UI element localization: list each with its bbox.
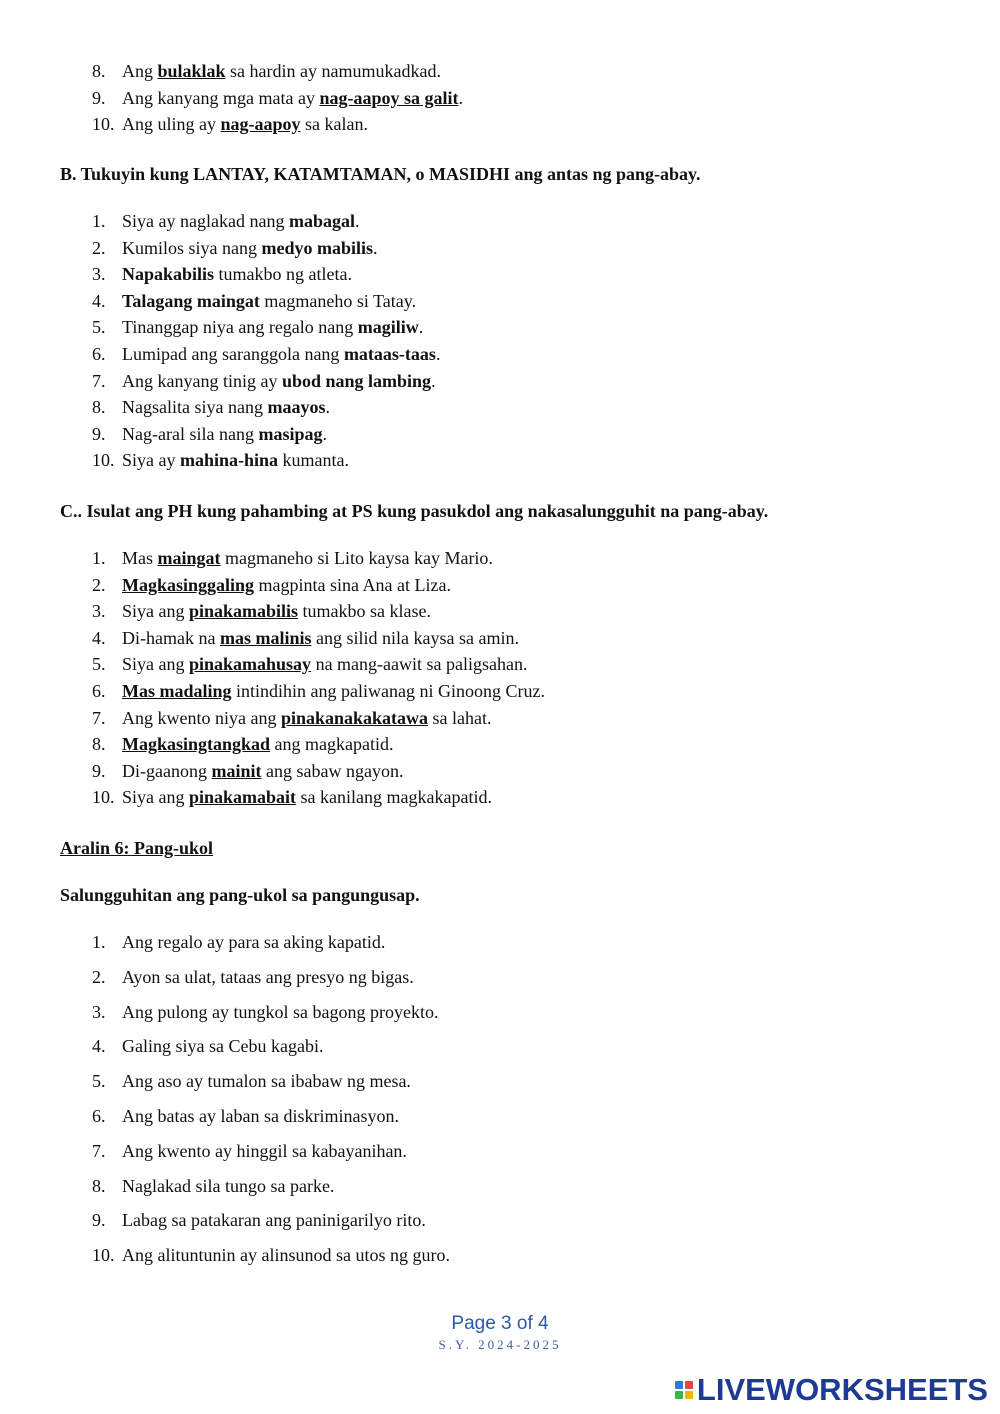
item-number: 9.: [92, 423, 106, 444]
emphasized-word: bulaklak: [157, 61, 226, 81]
item-number: 1.: [92, 211, 106, 231]
list-item: [60, 314, 440, 341]
sentence-text: Nag-aral sila nang: [122, 423, 259, 444]
sentence-text: .: [322, 423, 327, 444]
emphasized-word: maayos: [267, 397, 326, 418]
item-number: 8.: [92, 1175, 106, 1196]
item-number: 9.: [92, 760, 106, 781]
item-sentence: [122, 1203, 426, 1238]
item-number: 6.: [92, 680, 106, 701]
list-item: [60, 1099, 450, 1134]
sentence-text: tumakbo sa klase.: [298, 601, 432, 622]
item-number: 6.: [92, 1105, 106, 1126]
item-number: 3.: [92, 1001, 106, 1022]
item-number: 9.: [92, 1210, 106, 1231]
sentence-text: magmaneho si Tatay.: [259, 290, 417, 311]
item-sentence: [122, 85, 463, 112]
item-number: 8.: [92, 734, 106, 755]
item-sentence: [122, 651, 527, 678]
item-sentence: [122, 960, 414, 995]
item-sentence: [122, 1169, 334, 1204]
sentence-text: Ang pulong ay tungkol sa bagong proyekto.: [122, 1001, 439, 1022]
sentence-text: Ang: [122, 61, 158, 81]
item-number: 9.: [92, 87, 106, 108]
logo-square: [685, 1381, 693, 1389]
emphasized-word: mataas-taas: [343, 343, 436, 364]
item-sentence: [122, 447, 349, 474]
item-sentence: [122, 421, 327, 448]
item-sentence: [122, 235, 378, 262]
item-sentence: [122, 995, 438, 1030]
page-number: Page 3 of 4: [451, 1313, 549, 1334]
list-item: [60, 1134, 450, 1169]
logo-square: [675, 1381, 683, 1389]
emphasized-word: Talagang maingat: [122, 290, 260, 311]
item-number: 7.: [92, 707, 106, 728]
list-item: [60, 572, 545, 599]
item-sentence: [122, 731, 394, 758]
sentence-text: Siya ay: [122, 450, 180, 471]
section-b-list: [60, 208, 440, 474]
item-sentence: [122, 1029, 323, 1064]
item-number: 6.: [92, 343, 106, 364]
sentence-text: Ang kwento ay hinggil sa kabayanihan.: [122, 1140, 407, 1161]
sentence-text: Kumilos siya nang: [122, 237, 262, 258]
sentence-text: Ayon sa ulat, tataas ang presyo ng bigas.: [122, 966, 414, 987]
list-item: [60, 678, 545, 705]
emphasized-word: Napakabilis: [122, 264, 215, 285]
liveworksheets-logo: [675, 1372, 988, 1408]
sentence-text: na mang-aawit sa paligsahan.: [311, 654, 528, 675]
item-sentence: [122, 288, 416, 315]
section-c-heading: C.. Isulat ang PH kung pahambing at PS kung pasukdol ang nakasalungguhit na pang-abay.: [60, 501, 769, 521]
list-item: [60, 421, 440, 448]
sentence-text: kumanta.: [278, 450, 350, 471]
item-number: 10.: [92, 787, 115, 808]
item-number: 2.: [92, 966, 106, 987]
item-number: 10.: [92, 450, 115, 471]
list-item: [60, 1238, 450, 1273]
emphasized-word: pinakanakakatawa: [280, 707, 429, 728]
item-sentence: [122, 394, 330, 421]
emphasized-word: pinakamabait: [189, 787, 297, 808]
list-item: [60, 784, 545, 811]
item-number: 5.: [92, 1071, 106, 1092]
sentence-text: Siya ang: [122, 787, 189, 808]
sentence-text: Ang kanyang tinig ay: [122, 370, 282, 391]
list-item: [60, 111, 463, 138]
list-item: [60, 960, 450, 995]
emphasized-word: maingat: [157, 548, 221, 568]
item-number: 3.: [92, 264, 106, 285]
item-number: 10.: [92, 1245, 115, 1266]
item-number: 1.: [92, 932, 106, 952]
sentence-text: .: [418, 317, 424, 338]
list-item: [60, 1064, 450, 1099]
aralin-6-instruction: Salungguhitan ang pang-ukol sa pangungusap.: [60, 885, 420, 905]
item-sentence: [122, 925, 385, 960]
item-sentence: [122, 314, 423, 341]
list-item: [60, 368, 440, 395]
emphasized-word: masipag: [258, 423, 323, 444]
item-sentence: [122, 784, 492, 811]
emphasized-word: pinakamahusay: [189, 654, 312, 675]
sentence-text: tumakbo ng atleta.: [214, 264, 353, 285]
sentence-text: sa lahat.: [428, 707, 492, 728]
sentence-text: Naglakad sila tungo sa parke.: [122, 1175, 335, 1196]
aralin-6-title: Aralin 6: Pang-ukol: [60, 838, 214, 858]
list-item: [60, 58, 463, 85]
item-number: 4.: [92, 627, 106, 648]
sentence-text: Ang batas ay laban sa diskriminasyon.: [122, 1105, 399, 1126]
item-number: 10.: [92, 114, 115, 135]
sentence-text: Mas: [122, 548, 158, 568]
sentence-text: Ang uling ay: [122, 114, 221, 135]
sentence-text: Siya ang: [122, 654, 189, 675]
sentence-text: magmaneho si Lito kaysa kay Mario.: [220, 548, 493, 568]
item-number: 8.: [92, 61, 106, 81]
item-sentence: [122, 111, 368, 138]
item-number: 5.: [92, 654, 106, 675]
item-sentence: [122, 678, 545, 705]
emphasized-word: Magkasinggaling: [122, 574, 255, 595]
list-item: [60, 705, 545, 732]
sentence-text: Siya ang: [122, 601, 189, 622]
list-item: [60, 447, 440, 474]
list-item: [60, 1203, 450, 1238]
section-c-list: [60, 545, 545, 811]
list-item: [60, 545, 545, 572]
sentence-text: intindihin ang paliwanag ni Ginoong Cruz.: [231, 680, 545, 701]
sentence-text: Nagsalita siya nang: [122, 397, 268, 418]
list-item: [60, 1169, 450, 1204]
list-item: [60, 995, 450, 1030]
item-sentence: [122, 598, 431, 625]
item-sentence: [122, 208, 359, 235]
emphasized-word: Mas madaling: [122, 680, 232, 701]
list-item: [60, 651, 545, 678]
sentence-text: Labag sa patakaran ang paninigarilyo rito.: [122, 1210, 426, 1231]
section-b-heading: B. Tukuyin kung LANTAY, KATAMTAMAN, o MASIDHI ang antas ng pang-abay.: [60, 164, 701, 184]
sentence-text: .: [458, 87, 463, 108]
list-item: [60, 341, 440, 368]
item-sentence: [122, 368, 436, 395]
list-item: [60, 85, 463, 112]
brand-name: LIVEWORKSHEETS: [696, 1372, 988, 1407]
sentence-text: Ang alituntunin ay alinsunod sa utos ng guro.: [122, 1245, 450, 1266]
sentence-text: ang sabaw ngayon.: [261, 760, 404, 781]
item-sentence: [122, 341, 440, 368]
sentence-text: ang silid nila kaysa sa amin.: [311, 627, 519, 648]
item-sentence: [122, 758, 403, 785]
sentence-text: .: [354, 211, 360, 231]
item-number: 3.: [92, 601, 106, 622]
emphasized-word: mas malinis: [219, 627, 312, 648]
logo-square: [685, 1391, 693, 1399]
emphasized-word: pinakamabilis: [189, 601, 299, 622]
sentence-text: .: [325, 397, 330, 418]
sentence-text: Lumipad ang saranggola nang: [122, 343, 344, 364]
emphasized-word: Magkasingtangkad: [122, 734, 271, 755]
sentence-text: magpinta sina Ana at Liza.: [254, 574, 451, 595]
emphasized-word: medyo mabilis: [261, 237, 374, 258]
sentence-text: Galing siya sa Cebu kagabi.: [122, 1036, 324, 1057]
sentence-text: sa kanilang magkakapatid.: [296, 787, 492, 808]
item-number: 7.: [92, 1140, 106, 1161]
item-sentence: [122, 625, 519, 652]
item-number: 5.: [92, 317, 106, 338]
item-sentence: [122, 545, 493, 572]
item-sentence: [122, 1238, 450, 1273]
emphasized-word: ubod nang lambing: [281, 370, 432, 391]
item-sentence: [122, 261, 352, 288]
item-sentence: [122, 58, 441, 85]
aralin-6-list: [60, 925, 450, 1273]
item-sentence: [122, 1134, 407, 1169]
logo-square: [675, 1391, 683, 1399]
emphasized-word: nag-aapoy: [220, 114, 301, 135]
item-sentence: [122, 1099, 399, 1134]
sentence-text: .: [435, 343, 441, 364]
emphasized-word: magiliw: [357, 317, 419, 338]
sentence-text: Di-hamak na: [122, 627, 220, 648]
emphasized-word: nag-aapoy sa galit: [319, 87, 459, 108]
sentence-text: Ang kwento niya ang: [122, 707, 281, 728]
school-year: S.Y. 2024-2025: [438, 1337, 562, 1352]
list-item: [60, 598, 545, 625]
sentence-text: sa kalan.: [300, 114, 368, 135]
emphasized-word: mabagal: [288, 211, 355, 231]
list-item: [60, 261, 440, 288]
list-item: [60, 288, 440, 315]
sentence-text: Ang kanyang mga mata ay: [122, 87, 320, 108]
sentence-text: .: [373, 237, 378, 258]
item-sentence: [122, 572, 451, 599]
item-number: 1.: [92, 548, 106, 568]
list-item: [60, 625, 545, 652]
emphasized-word: mainit: [211, 760, 262, 781]
emphasized-word: mahina-hina: [180, 450, 279, 471]
item-sentence: [122, 1064, 411, 1099]
sentence-text: Siya ay naglakad nang: [122, 211, 289, 231]
list-item: [60, 235, 440, 262]
item-number: 2.: [92, 237, 106, 258]
list-item: [60, 394, 440, 421]
list-item: [60, 1029, 450, 1064]
item-number: 8.: [92, 397, 106, 418]
sentence-text: Di-gaanong: [122, 760, 212, 781]
sentence-text: ang magkapatid.: [270, 734, 394, 755]
sentence-text: Tinanggap niya ang regalo nang: [122, 317, 358, 338]
list-item: [60, 925, 450, 960]
item-number: 7.: [92, 370, 106, 391]
section-a-list: [60, 58, 463, 138]
item-sentence: [122, 705, 492, 732]
sentence-text: sa hardin ay namumukadkad.: [225, 61, 441, 81]
list-item: [60, 208, 440, 235]
liveworksheets-logo-icon: [675, 1381, 693, 1399]
sentence-text: Ang aso ay tumalon sa ibabaw ng mesa.: [122, 1071, 411, 1092]
sentence-text: Ang regalo ay para sa aking kapatid.: [122, 932, 386, 952]
item-number: 4.: [92, 290, 106, 311]
sentence-text: .: [431, 370, 436, 391]
item-number: 2.: [92, 574, 106, 595]
item-number: 4.: [92, 1036, 106, 1057]
list-item: [60, 731, 545, 758]
list-item: [60, 758, 545, 785]
